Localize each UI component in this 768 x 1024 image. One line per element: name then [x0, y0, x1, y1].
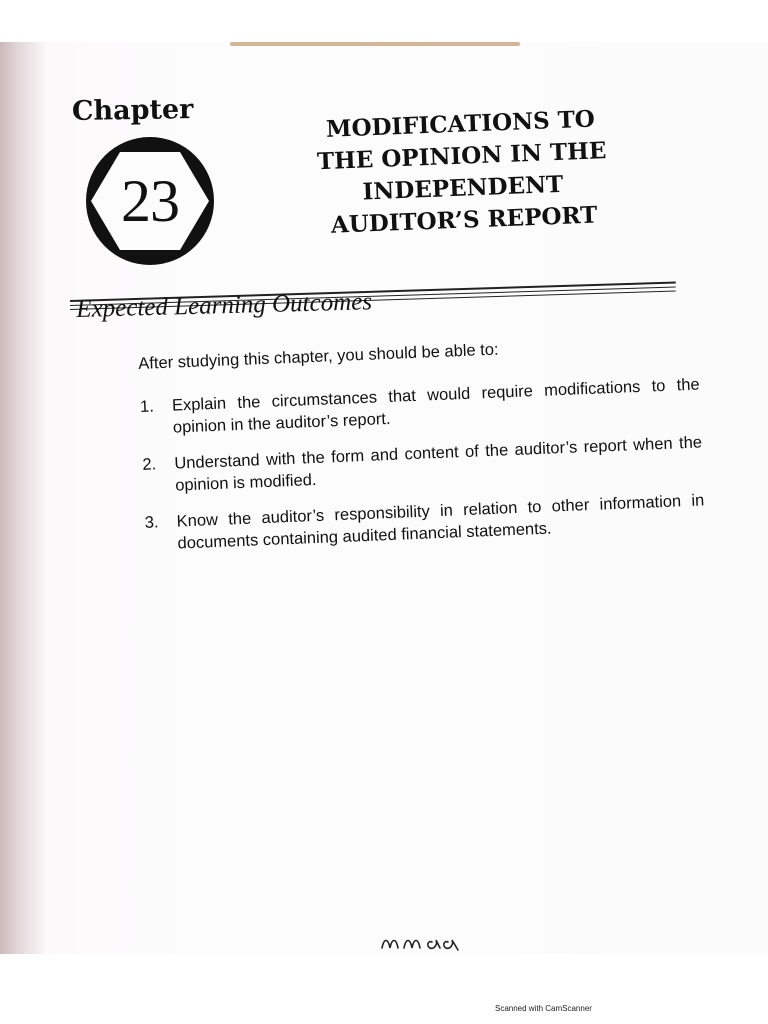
handwritten-mark — [378, 930, 468, 954]
title-line: MODIFICATIONS TO — [325, 105, 596, 143]
list-item-text: Explain the circumstances that would require modifications to the opinion in the auditor’s report. — [171, 375, 700, 437]
chapter-title — [270, 101, 655, 243]
title-line: AUDITOR’S REPORT — [330, 201, 598, 239]
list-item-text: Understand with the form and content of the auditor’s report when the opinion is modified. — [174, 433, 703, 495]
list-item-number: 2. — [142, 455, 157, 474]
list-item — [144, 489, 705, 555]
title-line: INDEPENDENT — [362, 170, 564, 206]
learning-outcomes-heading: Expected Learning Outcomes — [76, 288, 373, 323]
page-edge-shadow — [0, 42, 46, 954]
page-top-edge — [230, 42, 520, 46]
bottom-margin — [0, 954, 768, 1024]
list-item — [142, 431, 703, 497]
list-item-text: Know the auditor’s responsibility in relation to other information in documents containing audited financial statements. — [176, 491, 705, 553]
chapter-number: 23 — [121, 167, 179, 234]
chapter-badge — [76, 136, 224, 266]
intro-text: After studying this chapter, you should be able to: — [138, 340, 499, 373]
list-item — [140, 373, 701, 439]
scanner-watermark: Scanned with CamScanner — [495, 1004, 592, 1013]
top-margin — [0, 0, 768, 42]
chapter-label: Chapter — [71, 93, 194, 128]
title-line: THE OPINION IN THE — [316, 137, 607, 176]
list-item-number: 1. — [139, 397, 155, 416]
learning-outcomes-body — [138, 333, 706, 570]
list-item-number: 3. — [144, 513, 159, 532]
